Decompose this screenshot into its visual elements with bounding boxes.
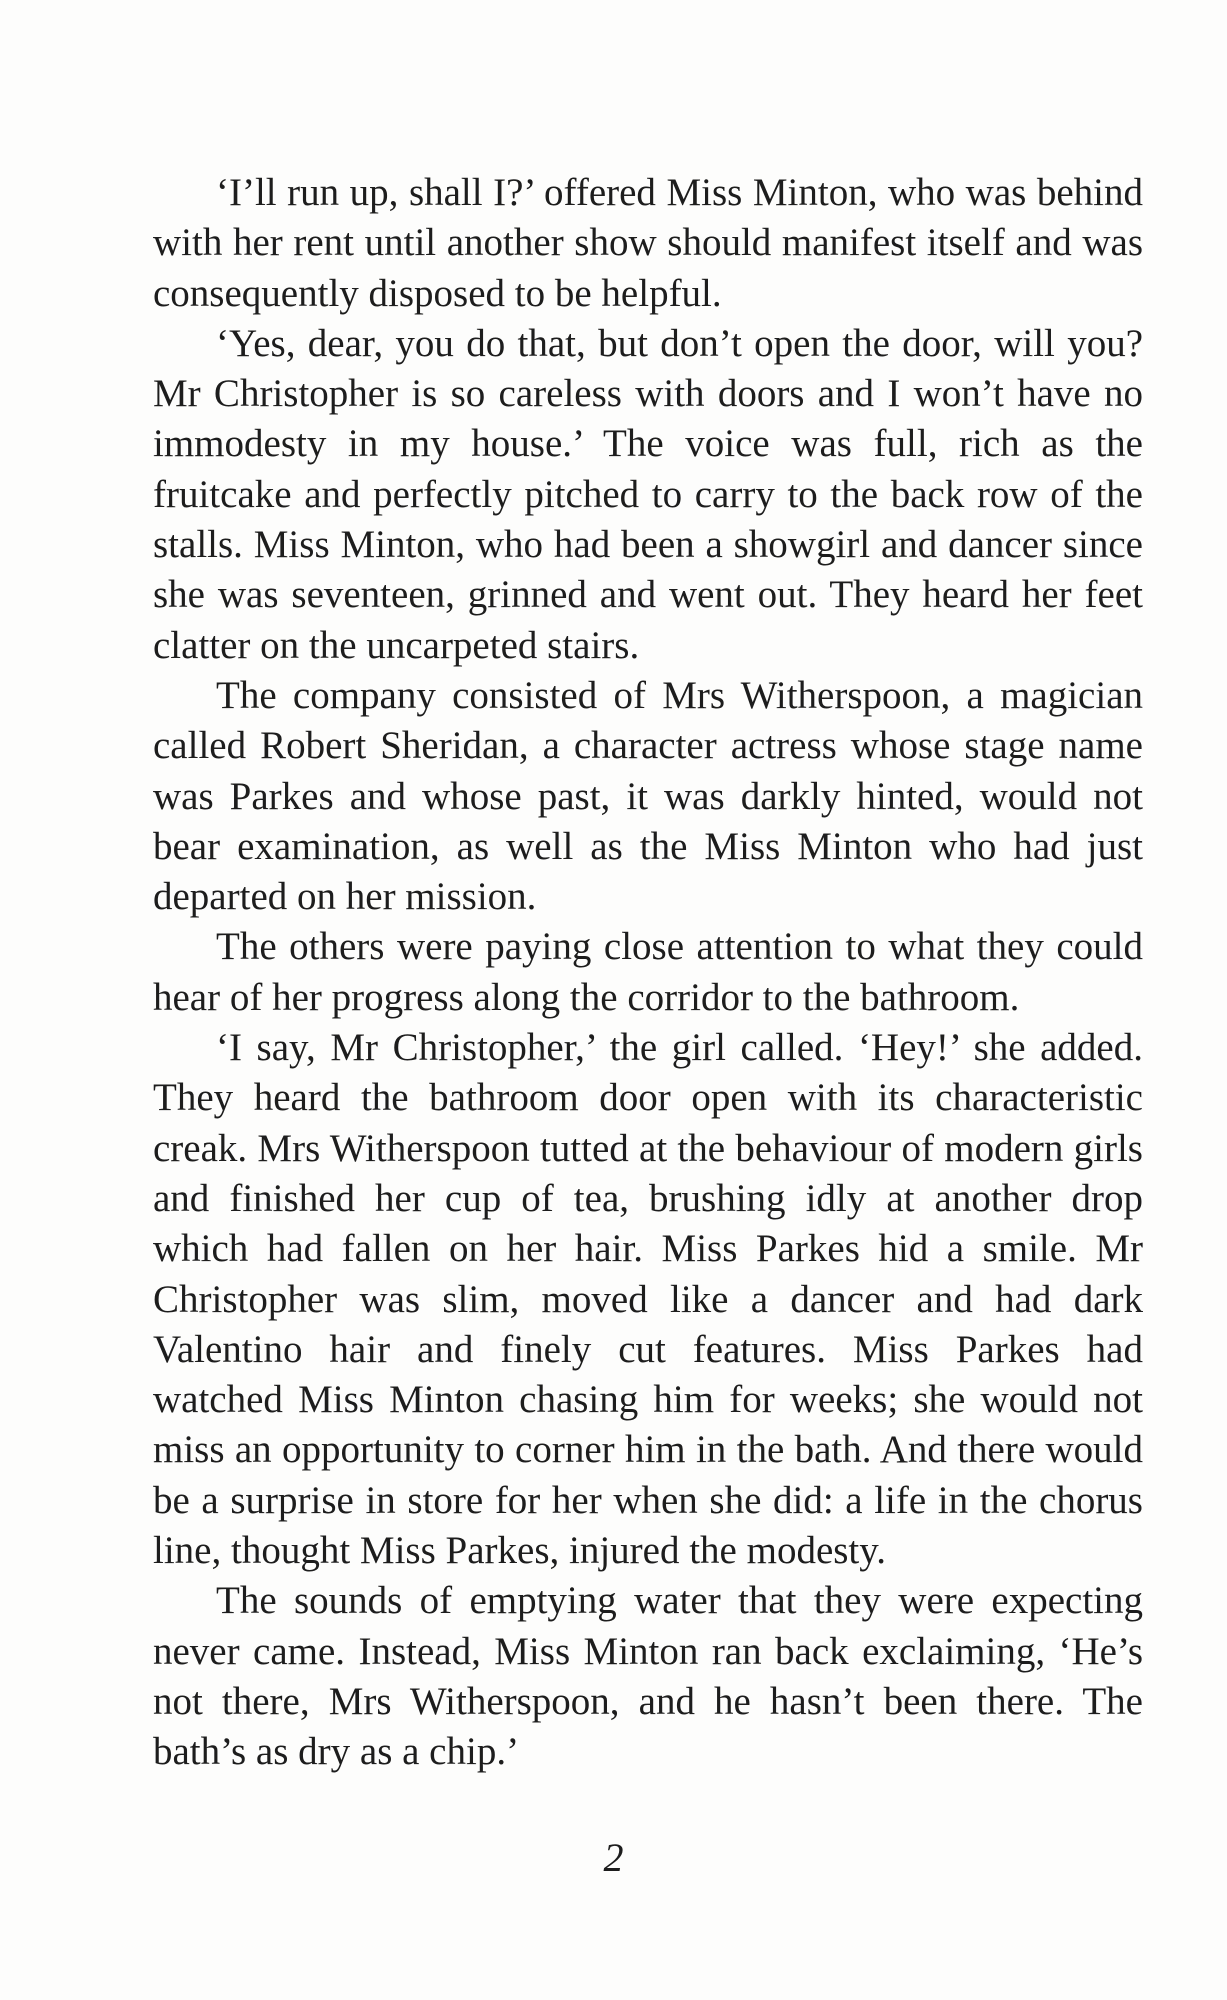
paragraph: ‘Yes, dear, you do that, but don’t open the door, will you? Mr Christopher is so careless with doors and I won’t have no immodesty in my house.’ The voice was full, rich as the fruitcake and perfectly pitched to carry to the back row of the stalls. Miss Minton, who had been a showgirl and dancer since she was seventeen, grinned and went out. They heard her feet clatter on the uncarpeted stairs. xyxy=(153,321,1143,667)
body-text xyxy=(153,168,1143,1778)
paragraph: The sounds of emptying water that they were expecting never came. Instead, Miss Minton ran back exclaiming, ‘He’s not there, Mrs Witherspoon, and he hasn’t been there. The bath’s as dry as a chip.’ xyxy=(153,1579,1143,1774)
paragraph: The company consisted of Mrs Witherspoon, a magician called Robert Sheridan, a character actress whose stage name was Parkes and whose past, it was darkly hinted, would not bear examination, as well as the Miss Minton who had just departed on her mission. xyxy=(153,673,1143,919)
paragraph: ‘I say, Mr Christopher,’ the girl called. ‘Hey!’ she added. They heard the bathroom door open with its characteristic creak. Mrs Witherspoon tutted at the behaviour of modern girls and finished her cup of tea, brushing idly at another drop which had fallen on her hair. Miss Parkes hid a smile. Mr Christopher was slim, moved like a dancer and had dark Valentino hair and finely cut features. Miss Parkes had watched Miss Minton chasing him for weeks; she would not miss an opportunity to corner him in the bath. And there would be a surprise in store for her when she did: a life in the chorus line, thought Miss Parkes, injured the modesty. xyxy=(153,1026,1143,1573)
paragraph: The others were paying close attention to what they could hear of her progress along the corridor to the bathroom. xyxy=(153,925,1143,1019)
paragraph: ‘I’ll run up, shall I?’ offered Miss Minton, who was behind with her rent until another show should manifest itself and was consequently disposed to be helpful. xyxy=(153,171,1143,315)
page-number: 2 xyxy=(603,1835,624,1880)
